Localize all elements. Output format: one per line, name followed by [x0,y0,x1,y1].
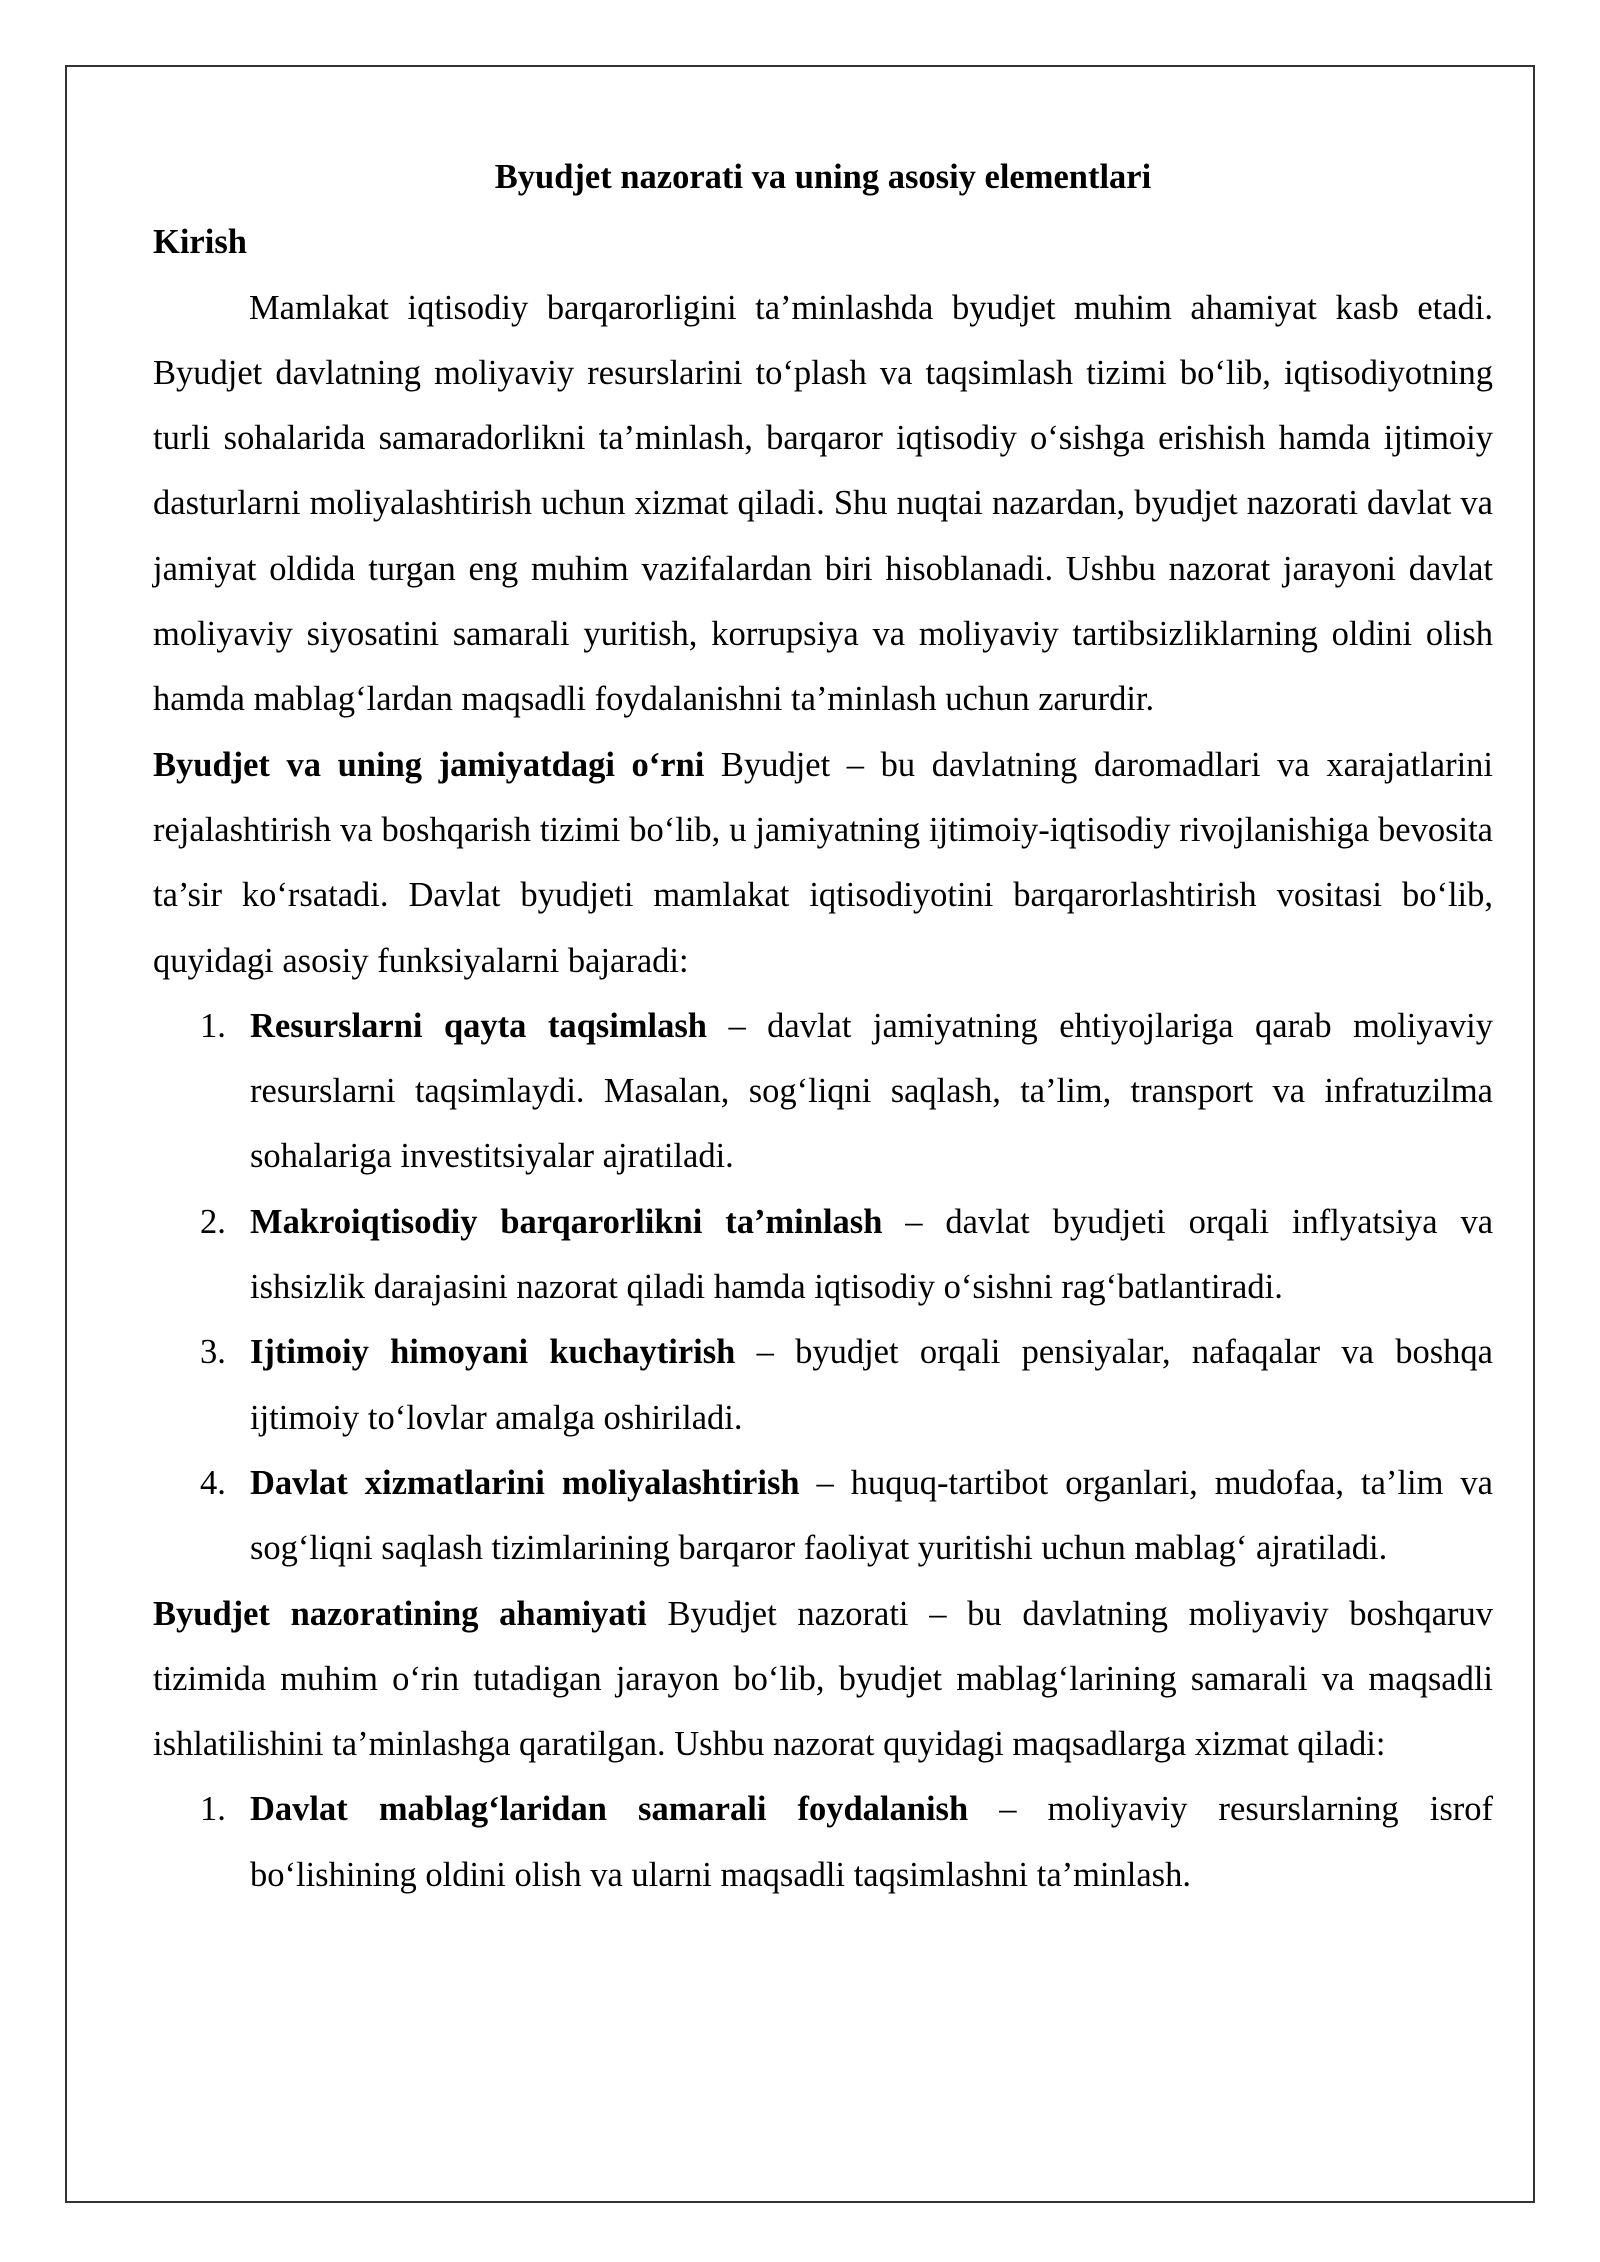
intro-heading: Kirish [153,223,247,262]
list-number: 3. [200,1333,226,1372]
list-number: 2. [200,1202,226,1241]
list-item [153,1777,1493,1908]
section-2-paragraph [153,1582,1493,1778]
section-2-text: Byudjet nazorati – bu davlatning moliyaviy boshqaruv tizimida muhim o‘rin tutadigan jarayon bo‘lib, byudjet mablag‘larining samarali va maqsadli ishlatilishini ta’minlashga qaratilgan. Ushbu nazorat quyidagi maqsadlarga xizmat qiladi: [153,1594,1494,1764]
list-number: 1. [200,1006,226,1045]
list-term: Davlat mablag‘laridan samarali foydalanish [250,1790,969,1829]
list-number: 4. [200,1463,226,1502]
list-text: – davlat byudjeti orqali inflyatsiya va ishsizlik darajasini nazorat qiladi hamda iqtisodiy o‘sishni rag‘batlantiradi. [250,1202,1494,1307]
list-term: Resurslarni qayta taqsimlash [250,1006,707,1045]
document-body [153,145,1493,1908]
section-1-text: Byudjet – bu davlatning daromadlari va xarajatlarini rejalashtirish va boshqarish tizimi bo‘lib, u jamiyatning ijtimoiy-iqtisodiy rivojlanishiga bevosita ta’sir ko‘rsatadi. Davlat byudjeti mamlakat iqtisodiyotini barqarorlashtirish vositasi bo‘lib, quyidagi asosiy funksiyalarni bajaradi: [153,745,1493,980]
functions-list [153,994,1493,1582]
list-item [153,1190,1493,1321]
list-text: – byudjet orqali pensiyalar, nafaqalar va boshqa ijtimoiy to‘lovlar amalga oshiriladi. [250,1333,1493,1437]
list-text: – moliyaviy resurslarning isrof bo‘lishining oldini olish va ularni maqsadli taqsimlashni ta’minlash. [250,1790,1493,1894]
list-term: Davlat xizmatlarini moliyalashtirish [250,1463,800,1502]
list-text: – davlat jamiyatning ehtiyojlariga qarab moliyaviy resurslarni taqsimlaydi. Masalan, sog‘liqni saqlash, ta’lim, transport va infratuzilma sohalariga investitsiyalar ajratiladi. [250,1006,1493,1176]
list-number: 1. [200,1790,226,1829]
list-item [153,994,1493,1190]
list-item [153,1451,1493,1582]
section-1-paragraph [153,733,1493,994]
section-1-heading: Byudjet va uning jamiyatdagi o‘rni [153,745,705,784]
document-title: Byudjet nazorati va uning asosiy elementlari [494,158,1152,196]
intro-paragraph: Mamlakat iqtisodiy barqarorligini ta’minlashda byudjet muhim ahamiyat kasb etadi. Byudjet davlatning moliyaviy resurslarini to‘plash va taqsimlash tizimi bo‘lib, iqtisodiyotning turli sohalarida samaradorlikni ta’minlash, barqaror iqtisodiy o‘sishga erishish hamda ijtimoiy dasturlarni moliyalashtirish uchun xizmat qiladi. Shu nuqtai nazardan, byudjet nazorati davlat va jamiyat oldida turgan eng muhim vazifalardan biri hisoblanadi. Ushbu nazorat jarayoni davlat moliyaviy siyosatini samarali yuritish, korrupsiya va moliyaviy tartibsizliklarning oldini olish hamda mablag‘lardan maqsadli foydalanishni ta’minlash uchun zarurdir. [153,288,1493,719]
section-2-heading: Byudjet nazoratining ahamiyati [153,1594,647,1633]
list-term: Ijtimoiy himoyani kuchaytirish [250,1333,736,1372]
goals-list [153,1777,1493,1908]
list-term: Makroiqtisodiy barqarorlikni ta’minlash [250,1202,883,1241]
list-item [153,1320,1493,1451]
list-text: – huquq-tartibot organlari, mudofaa, ta’lim va sog‘liqni saqlash tizimlarining barqaror faoliyat yuritishi uchun mablag‘ ajratiladi. [250,1463,1493,1568]
